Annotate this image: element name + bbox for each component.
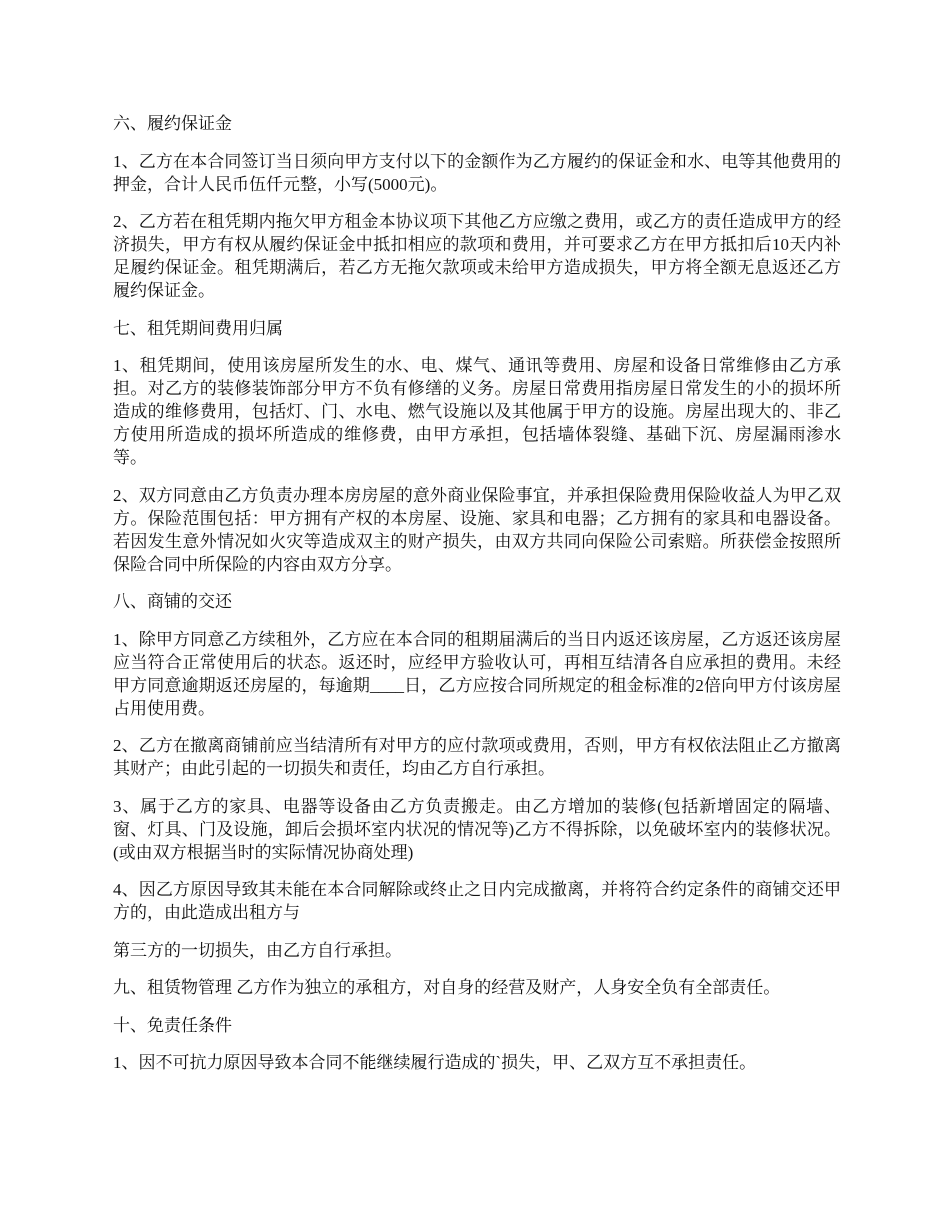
paragraph-8-2: 2、乙方在撤离商铺前应当结清所有对甲方的应付款项或费用，否则，甲方有权依法阻止乙方撤离其财产；由此引起的一切损失和责任，均由乙方自行承担。 bbox=[113, 736, 841, 778]
paragraph-8-1: 1、除甲方同意乙方续租外，乙方应在本合同的租期届满后的当日内返还该房屋，乙方返还该房屋应当符合正常使用后的状态。返还时，应经甲方验收认可，再相互结清各自应承担的费用。未经甲方同意逾期返还房屋的，每逾期____日，乙方应按合同所规定的租金标准的2倍向甲方付该房屋占用使用费。 bbox=[113, 629, 841, 718]
paragraph-10-1: 1、因不可抗力原因导致本合同不能继续履行造成的`损失，甲、乙双方互不承担责任。 bbox=[113, 1053, 757, 1072]
section-heading-9: 九、租赁物管理 乙方作为独立的承租方，对自身的经营及财产，人身安全负有全部责任。 bbox=[113, 978, 781, 997]
paragraph-8-4-continued: 第三方的一切损失，由乙方自行承担。 bbox=[113, 940, 402, 960]
paragraph-7-1: 1、租凭期间，使用该房屋所发生的水、电、煤气、通讯等费用、房屋和设备日常维修由乙方承担。对乙方的装修装饰部分甲方不负有修缮的义务。房屋日常费用指房屋日常发生的小的损坏所造成的维修费用，包括灯、门、水电、燃气设施以及其他属于甲方的设施。房屋出现大的、非乙方使用所造成的损坏所造成的维修费，由甲方承担，包括墙体裂缝、基础下沉、房屋漏雨渗水等。 bbox=[113, 356, 841, 467]
paragraph-7-2: 2、双方同意由乙方负责办理本房房屋的意外商业保险事宜，并承担保险费用保险收益人为甲乙双方。保险范围包括：甲方拥有产权的本房屋、设施、家具和电器；乙方拥有的家具和电器设备。若因发生意外情况如火灾等造成双主的财产损失，由双方共同向保险公司索赔。所获偿金按照所保险合同中所保险的内容由双方分享。 bbox=[113, 485, 841, 574]
document-body bbox=[113, 112, 841, 1089]
section-heading-7: 七、租凭期间费用归属 bbox=[113, 318, 283, 338]
paragraph-8-3: 3、属于乙方的家具、电器等设备由乙方负责搬走。由乙方增加的装修(包括新增固定的隔墙、窗、灯具、门及设施，卸后会损坏室内状况的情况等)乙方不得拆除，以免破坏室内的装修状况。(或由双方根据当时的实际情况协商处理) bbox=[113, 796, 841, 862]
section-heading-10: 十、免责任条件 bbox=[113, 1015, 232, 1035]
paragraph-6-1: 1、乙方在本合同签订当日须向甲方支付以下的金额作为乙方履约的保证金和水、电等其他费用的押金，合计人民币伍仟元整，小写(5000元)。 bbox=[113, 151, 841, 194]
section-heading-8: 八、商铺的交还 bbox=[113, 592, 232, 611]
paragraph-6-2: 2、乙方若在租凭期内拖欠甲方租金本协议项下其他乙方应缴之费用，或乙方的责任造成甲方的经济损失，甲方有权从履约保证金中抵扣相应的款项和费用，并可要求乙方在甲方抵扣后10天内补足履约保证金。租凭期满后，若乙方无拖欠款项或未给甲方造成损失，甲方将全额无息返还乙方履约保证金。 bbox=[113, 212, 841, 300]
section-heading-6: 六、履约保证金 bbox=[113, 114, 232, 133]
paragraph-8-4: 4、因乙方原因导致其未能在本合同解除或终止之日内完成撤离，并将符合约定条件的商铺交还甲方的，由此造成出租方与 bbox=[113, 880, 841, 922]
